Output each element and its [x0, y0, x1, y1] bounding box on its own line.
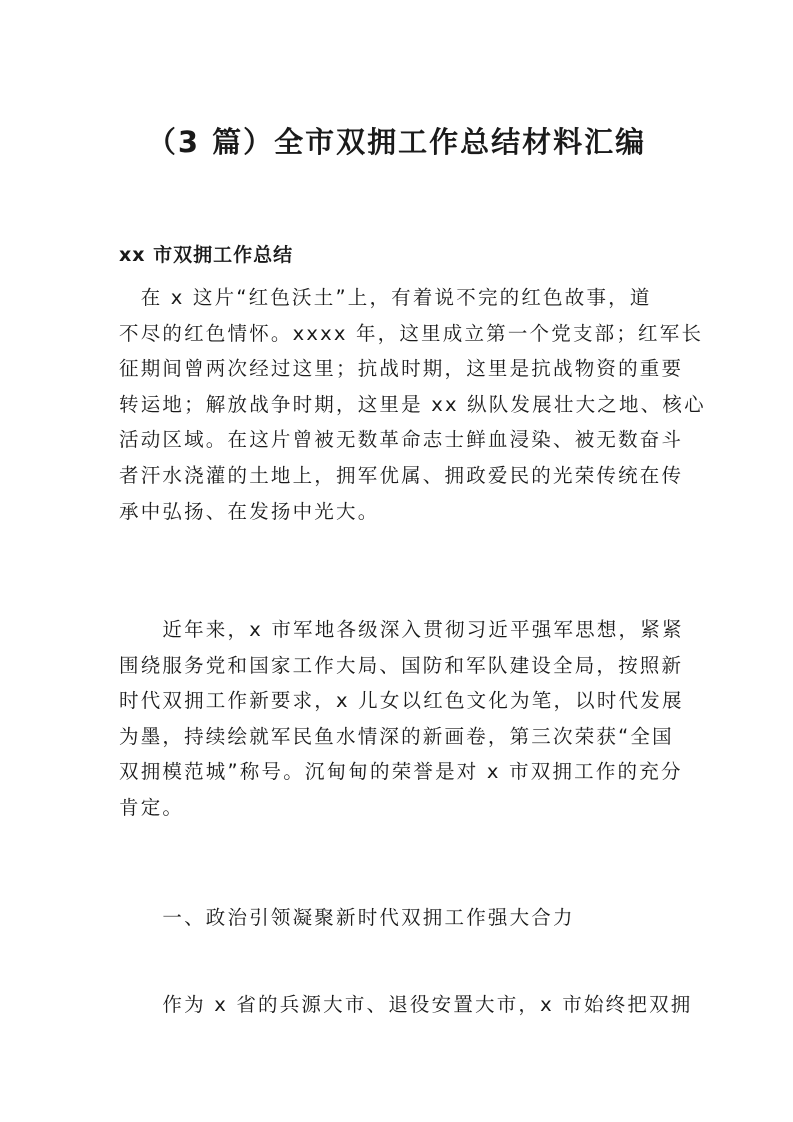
paragraph-line: 不尽的红色情怀。xxxx 年，这里成立第一个党支部；红军长 [119, 321, 704, 345]
paragraph-line: 双拥模范城”称号。沉甸甸的荣誉是对 x 市双拥工作的充分 [119, 760, 683, 784]
paragraph-line: 围绕服务党和国家工作大局、国防和军队建设全局，按照新 [119, 653, 684, 677]
paragraph-line: 转运地；解放战争时期，这里是 xx 纵队发展壮大之地、核心 [119, 392, 706, 416]
paragraph-line: 为墨，持续绘就军民鱼水情深的新画卷，第三次荣获“全国 [119, 724, 674, 748]
section-heading-1 [119, 900, 676, 936]
paragraph-recent-years [119, 612, 684, 826]
paragraph-history [119, 280, 706, 529]
section-heading: xx 市双拥工作总结 [119, 244, 294, 266]
paragraph-line: 一、政治引领凝聚新时代双拥工作强大合力 [119, 906, 575, 929]
paragraph-line: 征期间曾两次经过这里；抗战时期，这里是抗战物资的重要 [119, 357, 684, 381]
paragraph-line: 者汗水浇灌的土地上，拥军优属、拥政爱民的光荣传统在传 [119, 463, 684, 487]
document-title: （3 篇）全市双拥工作总结材料汇编 [146, 125, 647, 159]
paragraph-line: 承中弘扬、在发扬中光大。 [119, 499, 380, 523]
paragraph-line: 作为 x 省的兵源大市、退役安置大市，x 市始终把双拥 [119, 993, 693, 1016]
paragraph-section-1-body [119, 987, 693, 1023]
paragraph-line: 活动区域。在这片曾被无数革命志士鲜血浸染、被无数奋斗 [119, 428, 684, 452]
paragraph-line: 时代双拥工作新要求，x 儿女以红色文化为笔，以时代发展 [119, 689, 684, 713]
paragraph-line: 在 x 这片“红色沃土”上，有着说不完的红色故事，道 [119, 286, 652, 309]
paragraph-line: 近年来，x 市军地各级深入贯彻习近平强军思想，紧紧 [119, 618, 684, 641]
paragraph-line: 肯定。 [119, 795, 185, 819]
